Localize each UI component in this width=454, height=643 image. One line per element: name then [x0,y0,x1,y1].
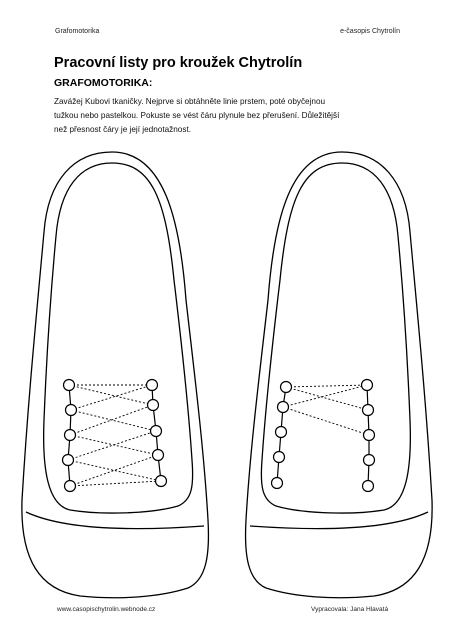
eyelet [278,402,289,413]
left-shoe [22,152,209,598]
eyelet [362,380,373,391]
header-magazine-label: e-časopis Chytrolín [340,28,400,35]
eyelet [364,455,375,466]
eyelet [148,400,159,411]
eyelet [363,405,374,416]
instruction-line: tužkou nebo pastelkou. Pokuste se vést čáru plynule bez přerušení. Důležitější [54,111,340,120]
eyelet [364,430,375,441]
eyelet [276,427,287,438]
right-shoe-sole-line [250,512,428,529]
footer-website: www.casopischytrolin.webnode.cz [57,606,156,613]
worksheet-title: Pracovní listy pro kroužek Chytrolín [54,55,303,71]
eyelet [274,452,285,463]
left-shoe-sole-line [26,512,204,529]
left-lace-dotted-path [68,385,161,486]
right-shoe [246,152,433,598]
eyelet [281,382,292,393]
worksheet-subtitle: GRAFOMOTORIKA: [54,77,153,89]
eyelet [156,476,167,487]
eyelet [147,380,158,391]
eyelet [64,380,75,391]
eyelet [66,405,77,416]
eyelet [151,426,162,437]
eyelet [63,455,74,466]
eyelet [153,450,164,461]
instruction-line: než přesnost čáry je její jednotažnost. [54,125,191,134]
right-lace-dotted-path [283,385,369,435]
header-section-label: Grafomotorika [55,28,100,35]
right-shoe-outer-outline [246,152,433,598]
eyelet [272,478,283,489]
eyelet [363,481,374,492]
instruction-line: Zavážej Kubovi tkaničky. Nejprve si obtáhněte linie prstem, poté obyčejnou [54,97,326,106]
footer-author: Vypracovala: Jana Hlavatá [311,606,389,613]
eyelet [65,430,76,441]
left-shoe-outer-outline [22,152,209,598]
eyelet [65,481,76,492]
